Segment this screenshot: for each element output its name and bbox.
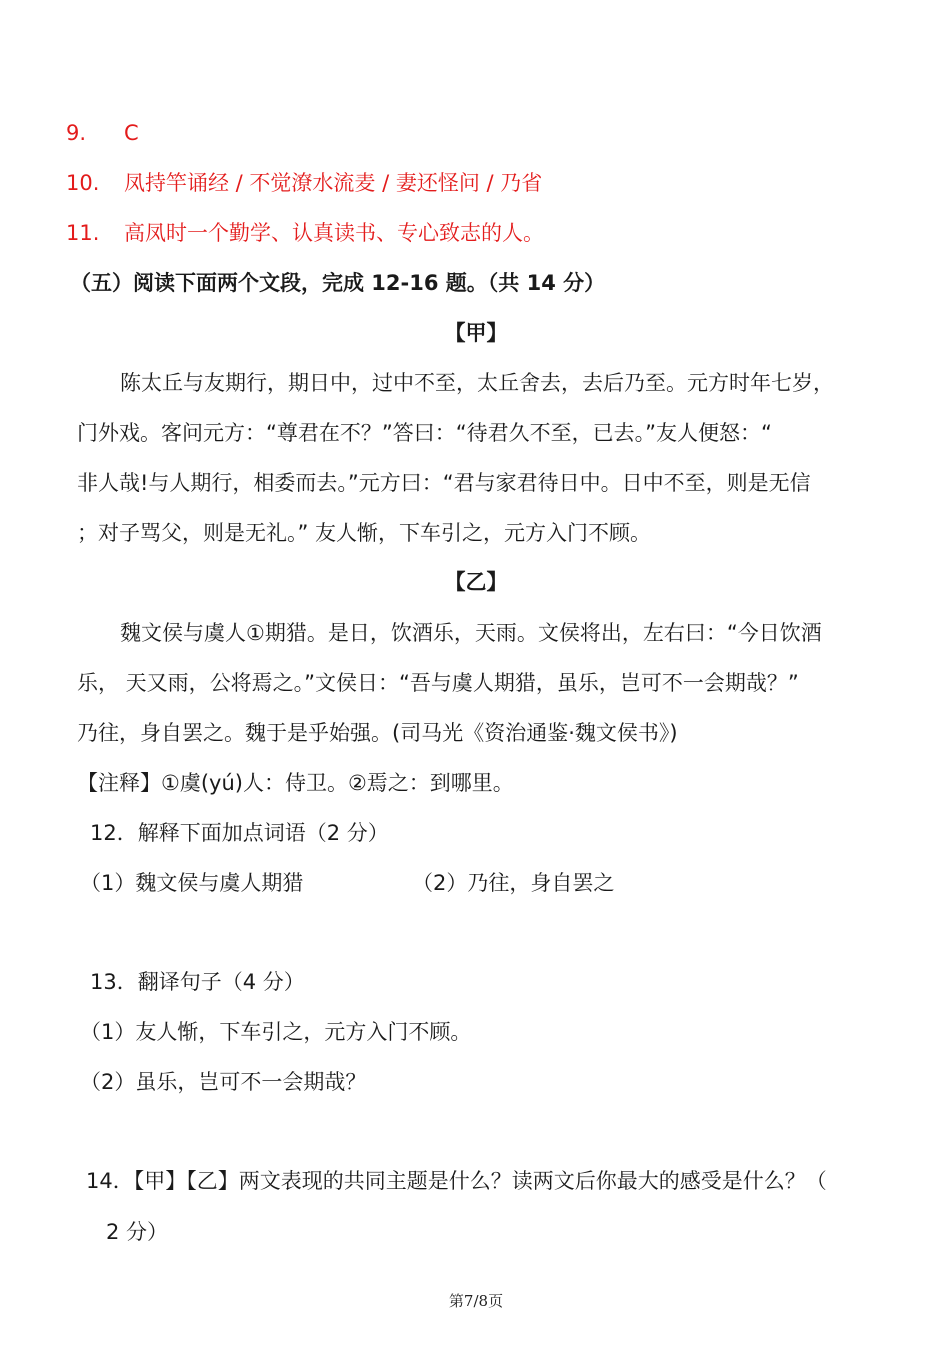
answer-9 xyxy=(66,118,139,148)
answer-11 xyxy=(66,218,544,248)
passage-a-line: 门外戏。客问元方：“尊君在不？”答曰：“待君久不至，已去。”友人便怒：“ xyxy=(77,421,772,445)
section-heading: （五）阅读下面两个文段，完成 12-16 题。（共 14 分） xyxy=(70,271,606,295)
passage-b-line: 魏文侯与虞人①期猎。是日，饮酒乐，天雨。文侯将出，左右曰：“今日饮酒 xyxy=(120,621,822,645)
answer-10 xyxy=(66,168,542,198)
answer-text: 凤持竿诵经 / 不觉潦水流麦 / 妻还怪问 / 乃省 xyxy=(124,171,543,195)
answer-text: 高凤时一个勤学、认真读书、专心致志的人。 xyxy=(124,221,544,245)
passage-b-label: 【乙】 xyxy=(444,570,508,594)
answer-text: C xyxy=(124,121,139,145)
passage-a-line: 陈太丘与友期行，期日中，过中不至，太丘舍去，去后乃至。元方时年七岁， xyxy=(120,371,834,395)
answer-number: 9. xyxy=(66,121,87,145)
q12-title: 12．解释下面加点词语（2 分） xyxy=(90,821,389,845)
q14-line2: 2 分） xyxy=(106,1220,169,1244)
annotation: 【注释】①虞(yú)人：侍卫。②焉之：到哪里。 xyxy=(77,771,514,795)
page-number: 第7/8页 xyxy=(448,1292,504,1310)
passage-a-line: ；对子骂父，则是无礼。” 友人惭，下车引之，元方入门不顾。 xyxy=(77,521,652,545)
passage-b-line: 乐， 天又雨，公将焉之。”文侯日：“吾与虞人期猎，虽乐，岂可不一会期哉？” xyxy=(77,671,799,695)
passage-b-line: 乃往，身自罢之。魏于是乎始强。(司马光《资治通鉴·魏文侯书》) xyxy=(77,721,678,745)
q12-part2: （2）乃往，身自罢之 xyxy=(412,871,615,895)
answer-number: 10. xyxy=(66,171,100,195)
passage-a-line: 非人哉!与人期行，相委而去。”元方曰：“君与家君待日中。日中不至，则是无信 xyxy=(77,471,811,495)
q13-title: 13．翻译句子（4 分） xyxy=(90,970,305,994)
q13-part1: （1）友人惭，下车引之，元方入门不顾。 xyxy=(80,1020,472,1044)
answer-number: 11. xyxy=(66,221,100,245)
q14-line1: 14．【甲】【乙】两文表现的共同主题是什么？读两文后你最大的感受是什么？（ xyxy=(86,1169,827,1193)
passage-a-label: 【甲】 xyxy=(444,321,508,345)
q12-part1: （1）魏文侯与虞人期猎 xyxy=(80,871,304,895)
q13-part2: （2）虽乐，岂可不一会期哉？ xyxy=(80,1070,367,1094)
